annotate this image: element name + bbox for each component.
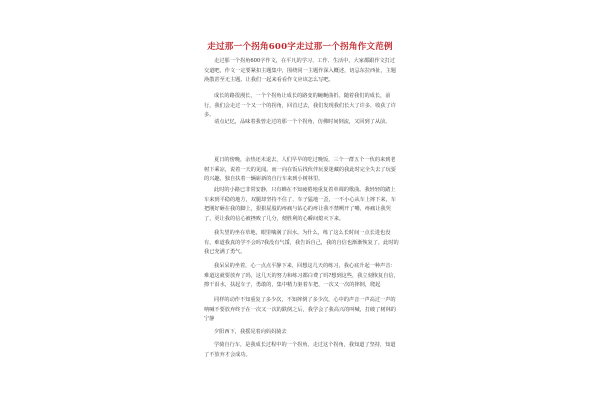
paragraph-memory: 请点记忆，品味着我曾走过的那一个个拐角，仿佛时间倒流，又回到了从前。 [214,119,391,125]
paragraph-conclusion: 学骑自行车，是我成长过程中的一个拐角，走过这个拐角，我知道了坚持，知道了不放弃才会成功。 [204,342,396,358]
document-title: 走过那一个拐角600字走过那一个拐角作文范例 [207,42,393,52]
paragraph-renewed-courage: 我呆呆的坐着，心一点点平静下来，回想这几天的练习，我心底升起一种声音：难道这就要放弃了吗，这几天的努力和练习都白费了吗?想到这些，我立刻恢复自信，擦干泪水，扶起车子，勇敢的，集中精力驱着车把，一次又一次的摔倒，爬起 [204,263,399,289]
paragraph-persistence: 同样的动作不知重复了多少次，不知摔倒了多少次，心中的声音一声高过一声的呐喊不要放弃终于在一次又一次的跌倒之后，我学会了我高兴的叫喊，打破了树林的宁静 [204,297,396,323]
paragraph-disappointment: 我失望的坐在草地，眼里噙满了泪水。为什么，练了这么长时间一点长进也没有，难道我真的学不会吗?我没有气馁，我告诉自己，我的自信也渐渐恢复了，此时的我已充满了勇气。 [204,230,399,256]
paragraph-first-ride: 此时的小路已非常安静，只有蝉在不知疲倦地重复着单调的歌曲。我轻轻的踏上车来到平稳的地方，双腿却坚持不住了，车子猛地一歪，一不小心从车上摔下来，车把刚好砸在我的脚上，狠狠屁股的疼痛与钻心的疼让我不禁咧开了嘴，疼痛让我哭了，更让我的信心被挫败了几分，便胜利的心瞬间熄灭下来。 [204,187,396,222]
paragraph-growth: 成长的路很漫长，一个个拐角让成长的路变的蜿蜒曲折。随着我们的成长，前行，我们会走过一个又一个的拐角，回首过去，我们发现我们长大了许多，收获了许多。 [204,93,396,119]
paragraph-sunset: 夕阳西下，我摇晃着向妈妈骑去 [214,329,287,335]
paragraph-summer-evening: 夏日的傍晚，余热还未退去，人们早早的吃过晚饭，三个一群五个一伙的来到老树下乘凉，说着一天的见闻。而一向在饭后找伙伴玩耍迷藏的我此时完全失去了玩耍的兴趣，独自扶着一辆崭新的自行车来到小树林里。 [204,157,396,183]
paragraph-intro: 走过那一个拐角600字作文，在平凡的学习、工作、生活中，大家都跟作文打过交道吧，作文一定要紧扣主题集中，围绕同一主题作深入概述，切忌东拉西扯，主题涣散甚至无主题。让我们一起来看看作文应该怎么写吧。 [204,58,396,84]
